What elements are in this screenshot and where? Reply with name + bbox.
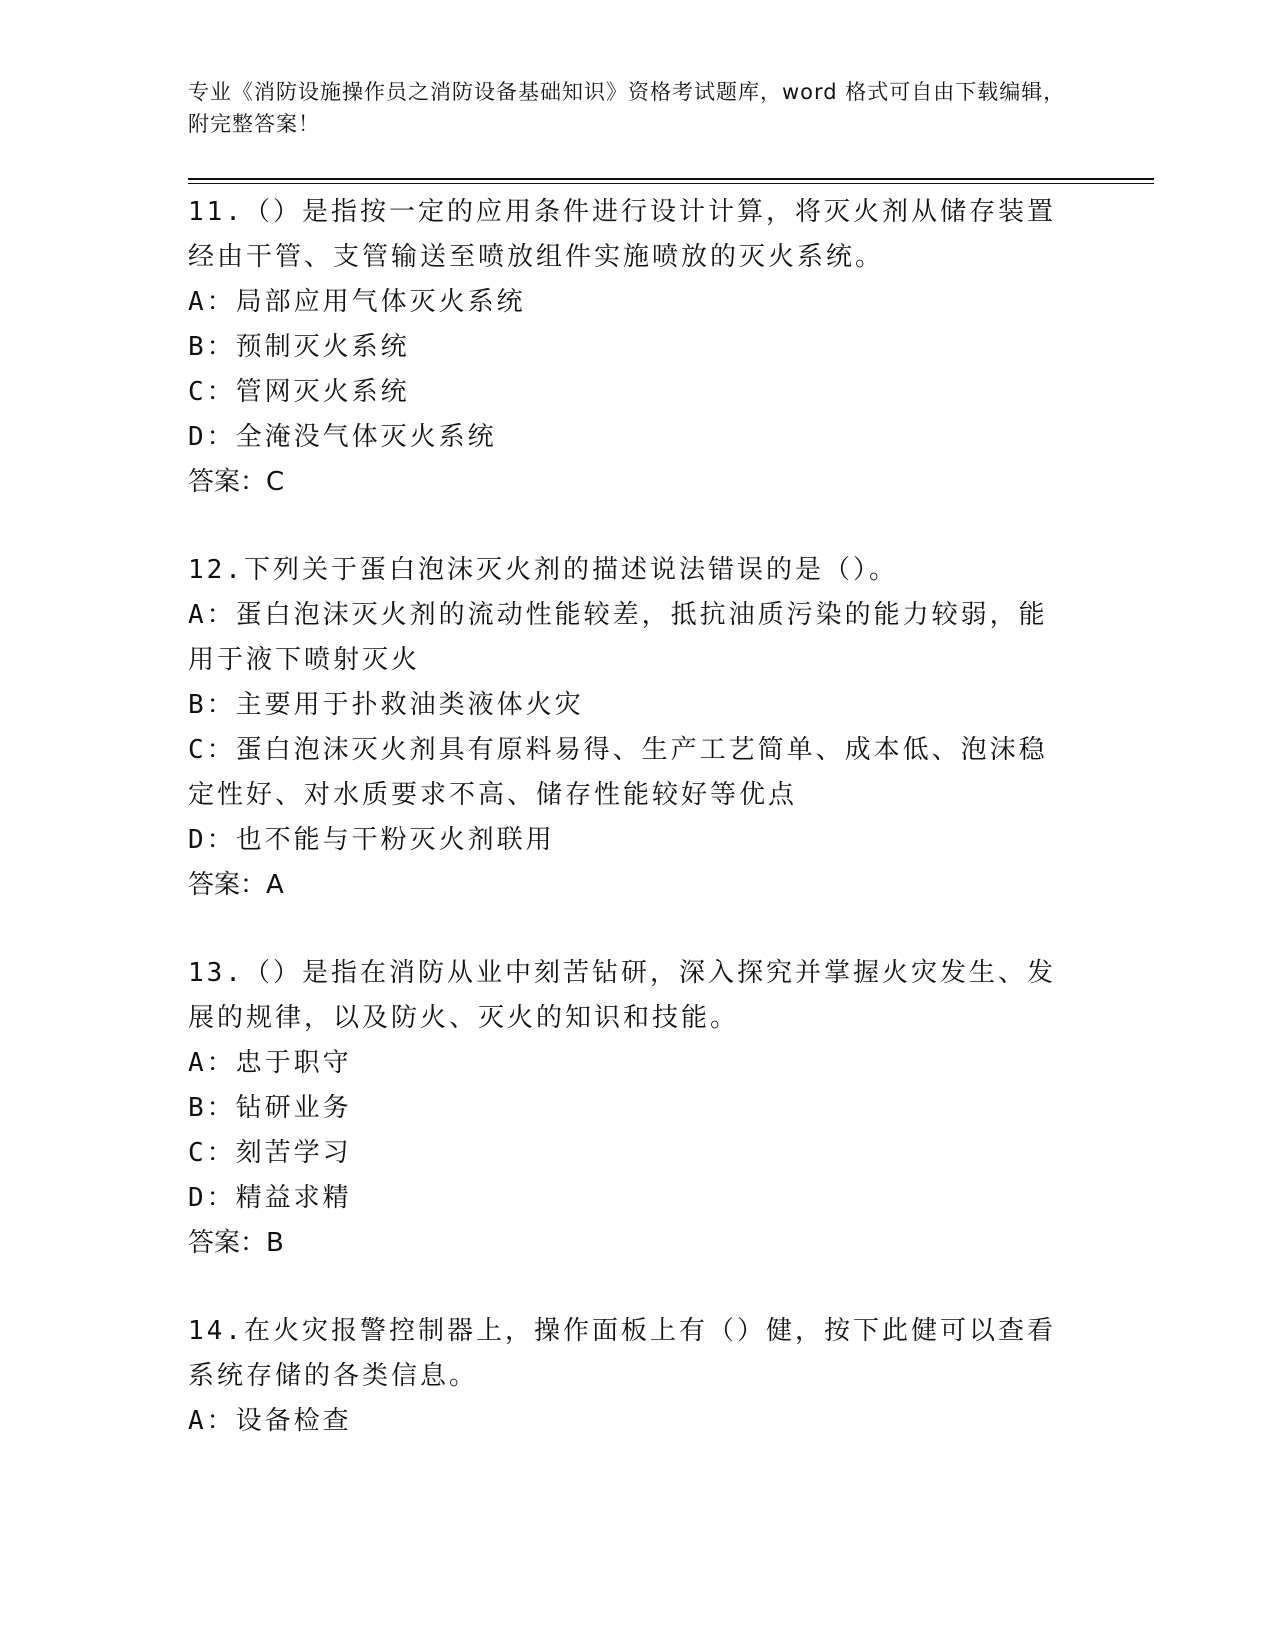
- question-11: [188, 190, 1068, 505]
- option-c: C：刻苦学习: [188, 1138, 352, 1168]
- answer: 答案：A: [188, 870, 284, 900]
- option-c: C：蛋白泡沫灭火剂具有原料易得、生产工艺简单、成本低、泡沫稳定性好、对水质要求不高、储存性能较好等优点: [188, 735, 1048, 810]
- document-header: 专业《消防设施操作员之消防设备基础知识》资格考试题库，word 格式可自由下载编辑，附完整答案！: [188, 80, 1066, 136]
- question-stem: 13.（）是指在消防从业中刻苦钻研，深入探究并掌握火灾发生、发展的规律，以及防火、灭火的知识和技能。: [188, 958, 1056, 1033]
- question-12: [188, 548, 1068, 908]
- option-d: D：也不能与干粉灭火剂联用: [188, 825, 555, 855]
- option-a: A：局部应用气体灭火系统: [188, 287, 526, 317]
- question-stem: 14.在火灾报警控制器上，操作面板上有（）健，按下此健可以查看系统存储的各类信息。: [188, 1316, 1056, 1391]
- option-c: C：管网灭火系统: [188, 377, 410, 407]
- option-a: A：忠于职守: [188, 1048, 352, 1078]
- option-a: A：蛋白泡沫灭火剂的流动性能较差，抵抗油质污染的能力较弱，能用于液下喷射灭火: [188, 600, 1048, 675]
- answer: 答案：B: [188, 1228, 284, 1258]
- question-13: [188, 951, 1068, 1266]
- answer: 答案：C: [188, 467, 285, 497]
- option-d: D：全淹没气体灭火系统: [188, 422, 497, 452]
- option-b: B：钻研业务: [188, 1093, 352, 1123]
- option-b: B：预制灭火系统: [188, 332, 410, 362]
- question-list: [188, 190, 1068, 1487]
- option-b: B：主要用于扑救油类液体火灾: [188, 690, 584, 720]
- question-14: [188, 1309, 1068, 1444]
- option-d: D：精益求精: [188, 1183, 352, 1213]
- question-stem: 12.下列关于蛋白泡沫灭火剂的描述说法错误的是（）。: [188, 555, 898, 585]
- question-stem: 11.（）是指按一定的应用条件进行设计计算，将灭火剂从储存装置经由干管、支管输送至喷放组件实施喷放的灭火系统。: [188, 197, 1056, 272]
- header-divider: [188, 178, 1154, 184]
- option-a: A：设备检查: [188, 1406, 352, 1436]
